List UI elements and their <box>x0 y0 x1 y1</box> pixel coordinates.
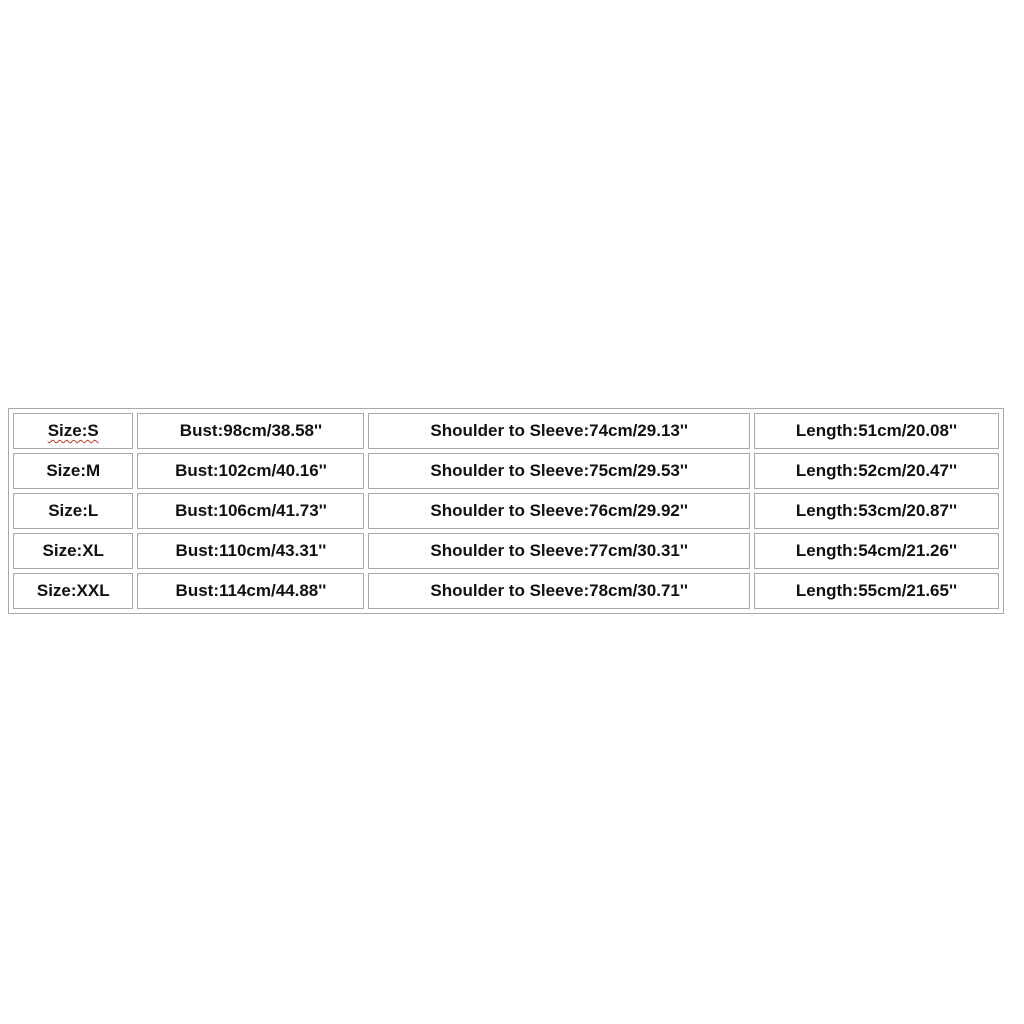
bust-cell: Bust:102cm/40.16'' <box>137 453 364 489</box>
size-cell: Size:XL <box>13 533 133 569</box>
table-row <box>13 533 999 569</box>
shoulder-to-sleeve-cell: Shoulder to Sleeve:74cm/29.13'' <box>368 413 750 449</box>
size-chart-table <box>8 408 1004 614</box>
length-cell: Length:53cm/20.87'' <box>754 493 999 529</box>
table-row <box>13 413 999 449</box>
length-cell: Length:52cm/20.47'' <box>754 453 999 489</box>
size-cell: Size:XXL <box>13 573 133 609</box>
length-cell: Length:55cm/21.65'' <box>754 573 999 609</box>
table-row <box>13 453 999 489</box>
length-cell: Length:54cm/21.26'' <box>754 533 999 569</box>
bust-cell: Bust:110cm/43.31'' <box>137 533 364 569</box>
length-cell: Length:51cm/20.08'' <box>754 413 999 449</box>
shoulder-to-sleeve-cell: Shoulder to Sleeve:78cm/30.71'' <box>368 573 750 609</box>
table-row <box>13 493 999 529</box>
size-cell <box>13 413 133 449</box>
bust-cell: Bust:106cm/41.73'' <box>137 493 364 529</box>
size-cell: Size:M <box>13 453 133 489</box>
size-cell: Size:L <box>13 493 133 529</box>
bust-cell: Bust:98cm/38.58'' <box>137 413 364 449</box>
bust-cell: Bust:114cm/44.88'' <box>137 573 364 609</box>
shoulder-to-sleeve-cell: Shoulder to Sleeve:76cm/29.92'' <box>368 493 750 529</box>
shoulder-to-sleeve-cell: Shoulder to Sleeve:77cm/30.31'' <box>368 533 750 569</box>
shoulder-to-sleeve-cell: Shoulder to Sleeve:75cm/29.53'' <box>368 453 750 489</box>
table-row <box>13 573 999 609</box>
size-label: Size:S <box>47 421 99 440</box>
